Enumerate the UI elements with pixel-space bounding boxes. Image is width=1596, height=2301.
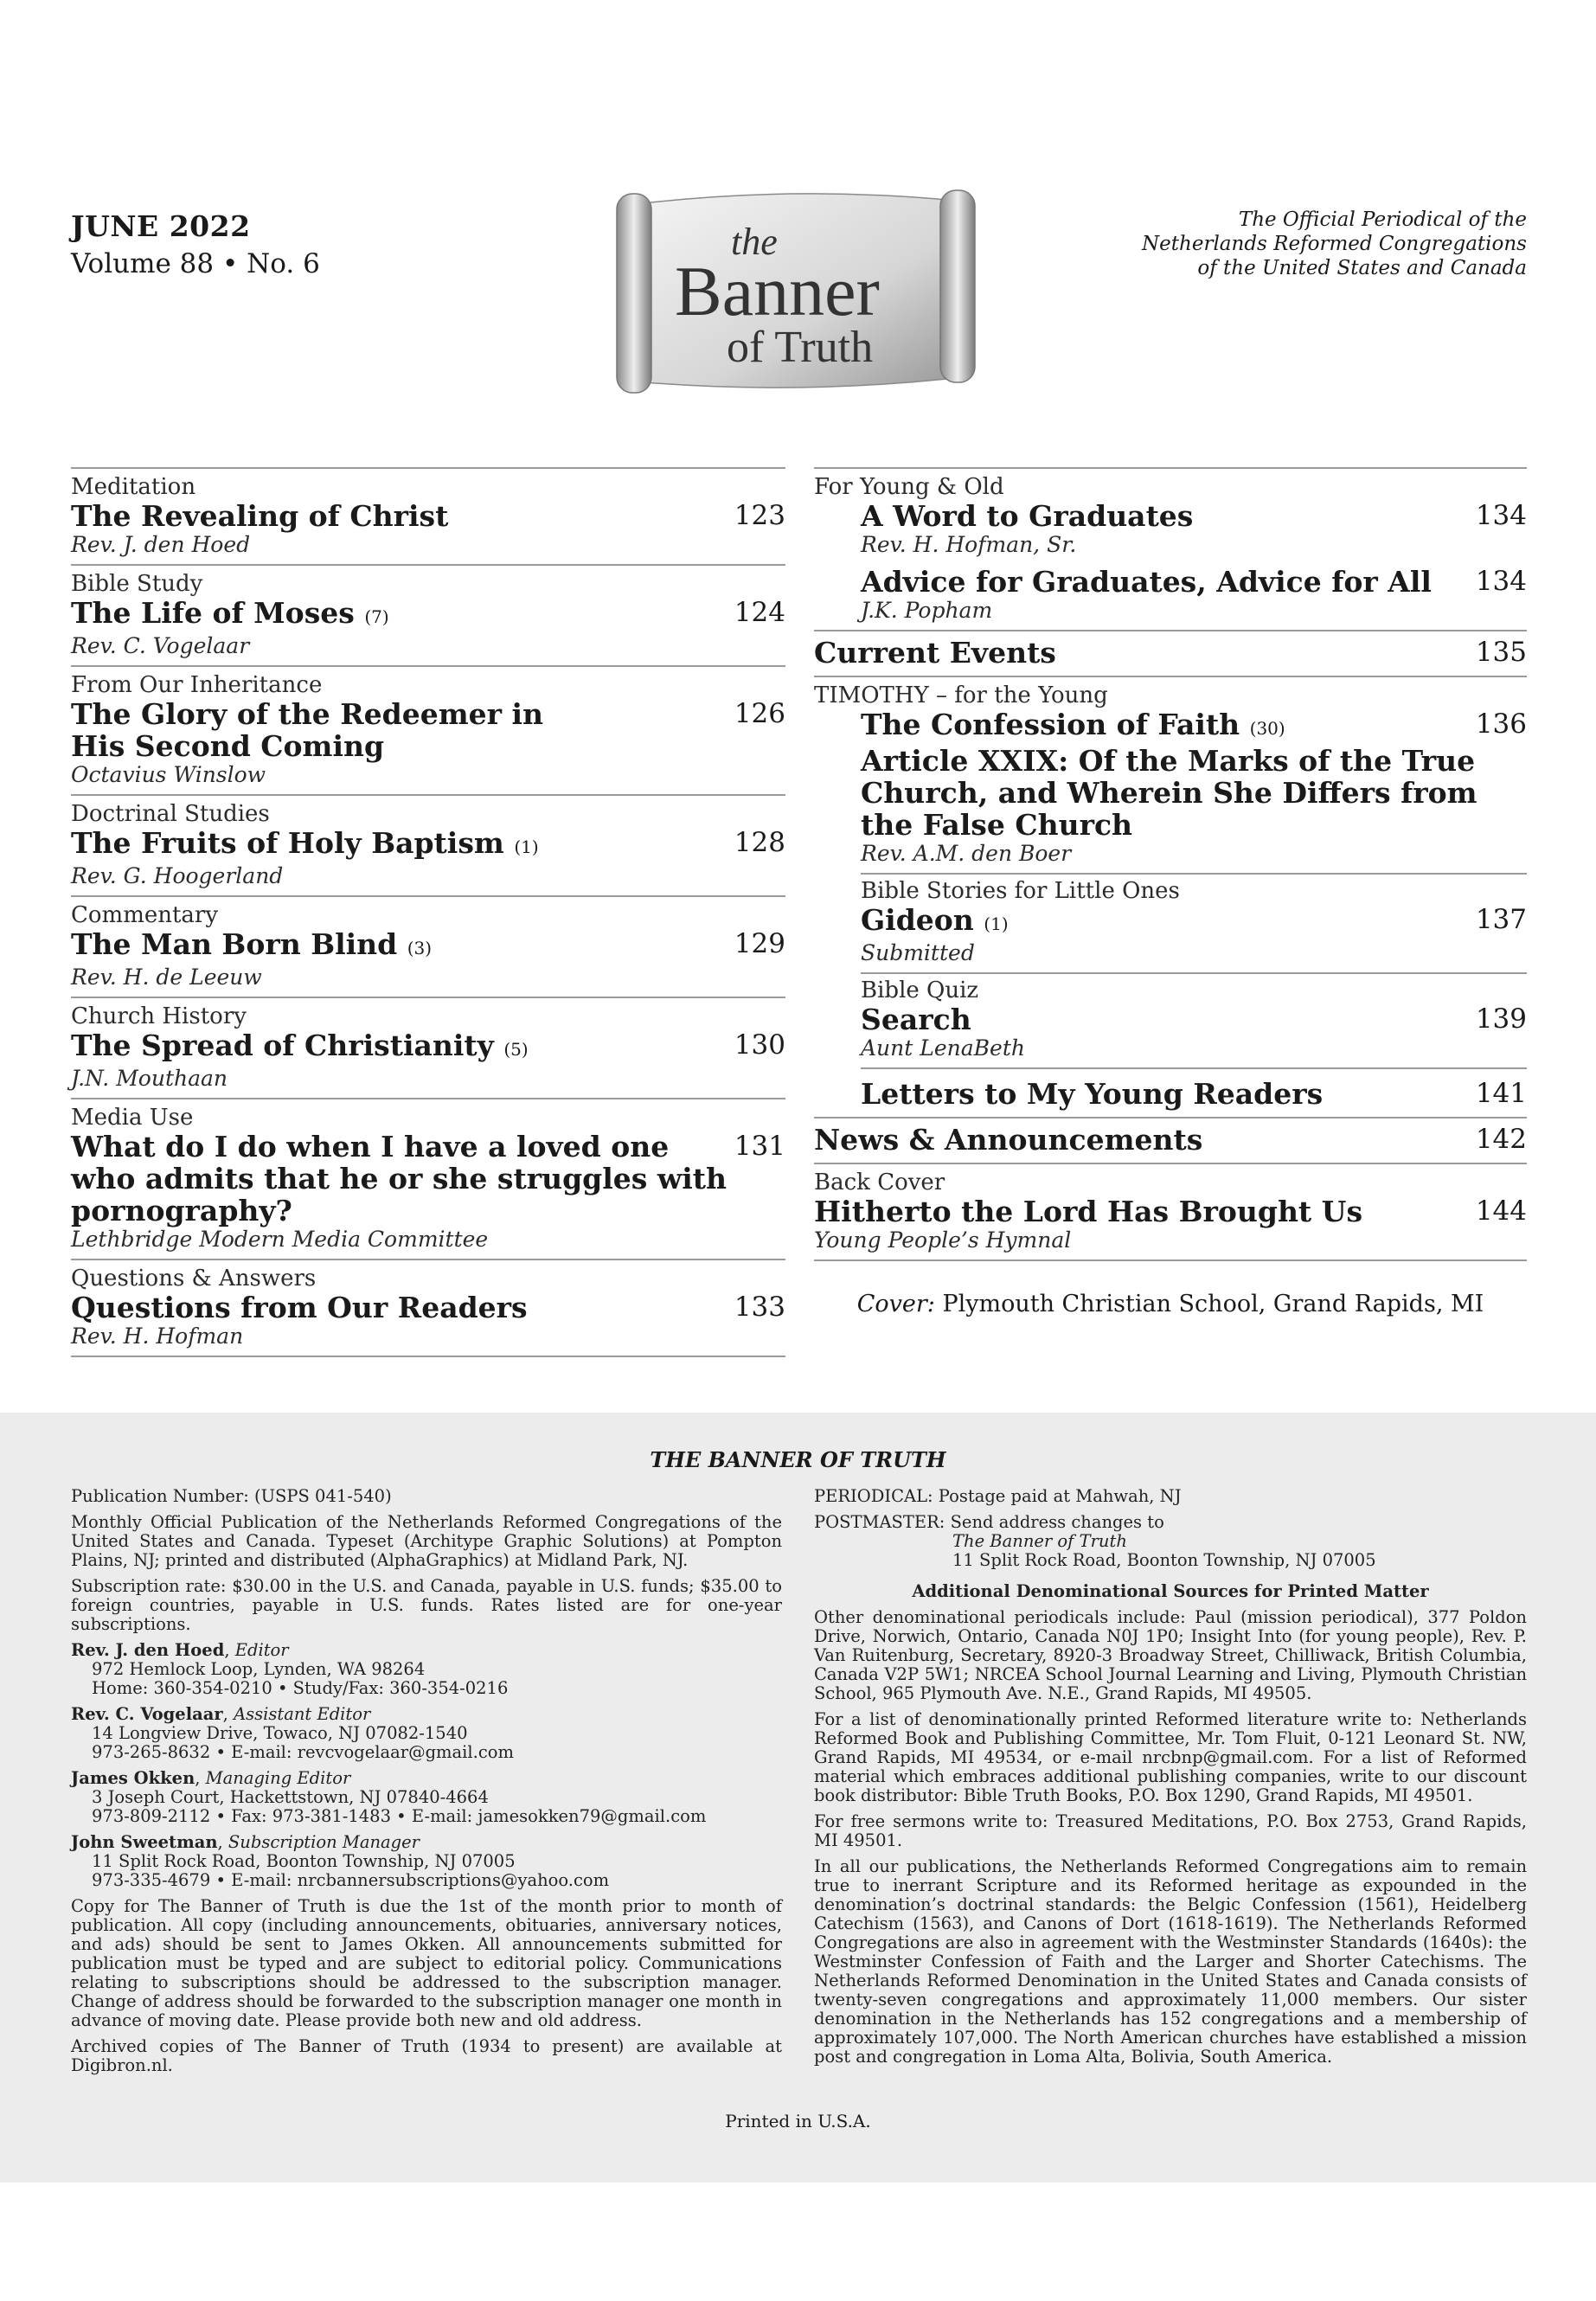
official-line-3: of the United States and Canada <box>1197 257 1527 279</box>
toc-author: Submitted <box>861 940 975 965</box>
toc-author: Rev. H. Hofman, Sr. <box>861 532 1077 557</box>
toc-author: Rev. G. Hoogerland <box>71 863 284 888</box>
staff-contact: 973-265-8632 • E-mail: revcvogelaar@gmail.com <box>92 1742 514 1762</box>
toc-title[interactable]: Search <box>861 1003 971 1036</box>
masthead <box>0 204 1596 429</box>
toc-section: Bible Stories for Little Ones <box>861 878 1180 904</box>
toc-entry[interactable] <box>71 1098 785 1259</box>
toc-part: (30) <box>1249 718 1285 739</box>
toc-author: Lethbridge Modern Media Committee <box>71 1227 489 1252</box>
toc-section: For Young & Old <box>814 474 1004 500</box>
staff-contact: 973-809-2112 • Fax: 973-381-1483 • E-mail: jamesokken79@gmail.com <box>92 1806 707 1826</box>
toc-page: 133 <box>734 1292 785 1323</box>
staff-address: 3 Joseph Court, Hackettstown, NJ 07840-4664 <box>92 1787 489 1807</box>
toc-section: Bible Study <box>71 571 203 597</box>
toc-section: Questions & Answers <box>71 1266 317 1292</box>
postmaster-note: POSTMASTER: Send address changes to <box>814 1512 1164 1532</box>
toc-entry[interactable] <box>71 997 785 1098</box>
toc-entry-timothy[interactable] <box>814 676 1527 1117</box>
toc-author: Rev. H. de Leeuw <box>71 965 262 990</box>
toc-part: (1) <box>514 836 539 857</box>
toc-section: Back Cover <box>814 1170 945 1195</box>
official-line-1: The Official Periodical of the <box>1238 208 1527 231</box>
toc-entry-back-cover[interactable] <box>814 1163 1527 1261</box>
toc-entry[interactable] <box>71 794 785 895</box>
printed-in: Printed in U.S.A. <box>725 2111 871 2131</box>
cover-caption <box>814 1291 1527 1317</box>
staff-managing-editor: James Okken, Managing Editor 3 Joseph Court, Hackettstown, NJ 07840-4664 973-809-2112 • Fax: 973-381-1483 • E-mail: jamesokken79@gmail.com <box>71 1769 782 1826</box>
toc-page: 124 <box>734 597 785 628</box>
toc-author: Aunt LenaBeth <box>861 1035 1025 1061</box>
toc-title[interactable]: Letters to My Young Readers <box>861 1077 1324 1111</box>
toc-title[interactable]: The Revealing of Christ <box>71 499 449 533</box>
toc-entry[interactable] <box>71 895 785 997</box>
staff-editor: Rev. J. den Hoed, Editor 972 Hemlock Loop, Lynden, WA 98264 Home: 360-354-0210 • Study/Fax: 360-354-0216 <box>71 1641 782 1698</box>
toc-page: 141 <box>1475 1078 1527 1109</box>
publication-info-box <box>0 1413 1596 2182</box>
toc-title[interactable]: Gideon (1) <box>861 903 1009 937</box>
footer-right-column <box>814 1487 1527 2073</box>
toc-part: (1) <box>984 913 1009 934</box>
toc-section: TIMOTHY – for the Young <box>814 683 1108 708</box>
staff-role: Subscription Manager <box>228 1832 420 1852</box>
toc-entry-news[interactable] <box>814 1117 1527 1163</box>
toc-author: Rev. J. den Hoed <box>71 532 251 557</box>
toc-entry[interactable] <box>71 665 785 794</box>
monthly-note: Monthly Official Publication of the Netherlands Reformed Congregations of the United States and Canada. Typeset (Architype Graphic Solutions) at Pompton Plains, NJ; printed and distributed (AlphaGraphics) at Midland Park, NJ. <box>71 1512 782 1570</box>
toc-right-column <box>814 467 1527 1317</box>
toc-title[interactable]: News & Announcements <box>814 1123 1203 1157</box>
toc-entry[interactable] <box>71 564 785 665</box>
toc-author: Rev. C. Vogelaar <box>71 633 250 658</box>
toc-page: 134 <box>1475 500 1527 531</box>
toc-page: 126 <box>734 698 785 729</box>
toc-section: Doctrinal Studies <box>71 801 270 827</box>
staff-name: Rev. J. den Hoed <box>71 1640 225 1660</box>
toc-entry[interactable] <box>71 1259 785 1357</box>
issue-volume: Volume 88 • No. 6 <box>71 248 320 279</box>
logo-of-truth: of Truth <box>727 323 874 372</box>
toc-author: Rev. H. Hofman <box>71 1324 244 1349</box>
toc-title[interactable]: The Glory of the Redeemer in His Second Coming <box>71 697 544 763</box>
toc-part: (3) <box>407 938 433 958</box>
toc-entry-young-old[interactable] <box>814 467 1527 630</box>
toc-page: 136 <box>1475 708 1527 740</box>
staff-address: 972 Hemlock Loop, Lynden, WA 98264 <box>92 1659 426 1679</box>
toc-title[interactable]: Current Events <box>814 636 1056 670</box>
staff-address: 11 Split Rock Road, Boonton Township, NJ 07005 <box>92 1851 516 1871</box>
toc-entry-current-events[interactable] <box>814 630 1527 676</box>
toc-title[interactable]: A Word to Graduates <box>861 499 1194 533</box>
toc-subtitle: Article XXIX: Of the Marks of the True Church, and Wherein She Differs from the False Church <box>861 744 1477 842</box>
staff-name: John Sweetman <box>71 1832 218 1852</box>
toc-section: Church History <box>71 1003 247 1029</box>
toc-page: 137 <box>1475 904 1527 935</box>
toc-page: 130 <box>734 1029 785 1061</box>
toc-author: Rev. A.M. den Boer <box>861 841 1072 866</box>
staff-subscription-manager: John Sweetman, Subscription Manager 11 Split Rock Road, Boonton Township, NJ 07005 973-335-4679 • E-mail: nrcbannersubscriptions@yahoo.com <box>71 1833 782 1890</box>
toc-page: 128 <box>734 827 785 858</box>
sources-heading: Additional Denominational Sources for Printed Matter <box>912 1581 1429 1601</box>
toc-page: 144 <box>1475 1195 1527 1227</box>
toc-title[interactable]: The Man Born Blind (3) <box>71 927 433 961</box>
staff-role: Assistant Editor <box>234 1704 371 1724</box>
staff-contact: Home: 360-354-0210 • Study/Fax: 360-354-0216 <box>92 1678 509 1698</box>
official-line-2: Netherlands Reformed Congregations <box>1142 233 1527 255</box>
toc-part: (7) <box>364 606 389 627</box>
toc-author: J.K. Popham <box>861 598 993 623</box>
toc-page: 139 <box>1475 1003 1527 1035</box>
toc-page: 134 <box>1475 566 1527 597</box>
toc-page: 131 <box>734 1131 785 1162</box>
sources-literature: For a list of denominationally printed Reformed literature write to: Netherlands Reformed Book and Publishing Committee, Mr. Tom Fluit, 0-121 Leonard St. NW, Grand Rapids, MI 49534, or e-mail nrcbnp@gmail.com. For a list of Reformed material which embraces additional publishing companies, write to our discount book distributor: Bible Truth Books, P.O. Box 1290, Grand Rapids, MI 49501. <box>814 1709 1527 1805</box>
archive-note: Archived copies of The Banner of Truth (1934 to present) are available at Digibron.nl. <box>71 2036 782 2075</box>
toc-title[interactable]: Advice for Graduates, Advice for All <box>861 565 1432 599</box>
issue-info <box>71 209 320 279</box>
toc-page: 129 <box>734 928 785 959</box>
mission-statement: In all our publications, the Netherlands Reformed Congregations aim to remain true to inerrant Scripture and its Reformed heritage as expounded in the denomination’s doctrinal standards: the Belgic Confession (1561), Heidelberg Catechism (1563), and Canons of Dort (1618-1619). The Netherlands Reformed Congregations are also in agreement with the Westminster Standards (1640s): the Westminster Confession of Faith and the Larger and Shorter Catechisms. The Netherlands Reformed Denomination in the United States and Canada consists of twenty-seven congregations and approximately 11,000 members. Our sister denomination in the Netherlands has 152 congregations and a membership of approximately 107,000. The North American churches have established a mission post and congregation in Loma Alta, Bolivia, South America. <box>814 1856 1527 2067</box>
staff-address: 14 Longview Drive, Towaco, NJ 07082-1540 <box>92 1723 468 1743</box>
logo-the: the <box>731 221 778 263</box>
staff-assistant-editor: Rev. C. Vogelaar, Assistant Editor 14 Longview Drive, Towaco, NJ 07082-1540 973-265-8632 • E-mail: revcvogelaar@gmail.com <box>71 1705 782 1762</box>
toc-page: 123 <box>734 500 785 531</box>
subscription-rate: Subscription rate: $30.00 in the U.S. and Canada, payable in U.S. funds; $35.00 to foreign countries, payable in U.S. funds. Rates listed are for one-year subscriptions. <box>71 1576 782 1634</box>
toc-author: Octavius Winslow <box>71 762 266 787</box>
toc-title[interactable]: The Life of Moses (7) <box>71 596 389 630</box>
toc-title[interactable]: What do I do when I have a loved one who admits that he or she struggles with pornography? <box>71 1130 727 1227</box>
pub-number: Publication Number: (USPS 041-540) <box>71 1486 392 1506</box>
toc-page: 135 <box>1475 637 1527 668</box>
toc-title[interactable]: The Fruits of Holy Baptism (1) <box>71 826 539 860</box>
official-periodical-note <box>1142 208 1527 280</box>
postmaster-name: The Banner of Truth <box>952 1531 1127 1551</box>
toc-section: Commentary <box>71 902 219 928</box>
free-sermons: For free sermons write to: Treasured Meditations, P.O. Box 2753, Grand Rapids, MI 49501. <box>814 1811 1527 1850</box>
cover-text: Plymouth Christian School, Grand Rapids, MI <box>942 1291 1484 1317</box>
copy-deadline-note: Copy for The Banner of Truth is due the 1st of the month prior to month of publication. All copy (including announcements, obituaries, anniversary notices, and ads) should be sent to James Okken. All announcements submitted for publication must be typed and are subject to editorial policy. Communications relating to subscriptions should be addressed to the subscription manager. Change of address should be forwarded to the subscription manager one month in advance of moving date. Please provide both new and old address. <box>71 1896 782 2030</box>
logo-banner: Banner <box>675 252 880 330</box>
toc-author: Young People’s Hymnal <box>814 1227 1072 1253</box>
staff-role: Managing Editor <box>205 1768 351 1788</box>
toc-section: Media Use <box>71 1105 194 1131</box>
toc-section: Bible Quiz <box>861 977 979 1003</box>
toc-part: (5) <box>503 1039 529 1060</box>
footer-title: THE BANNER OF TRUTH <box>650 1447 946 1472</box>
issue-month: JUNE 2022 <box>71 209 251 243</box>
toc-page: 142 <box>1475 1124 1527 1155</box>
toc-section: From Our Inheritance <box>71 672 323 698</box>
toc-title[interactable]: Questions from Our Readers <box>71 1291 528 1324</box>
staff-name: Rev. C. Vogelaar <box>71 1704 223 1724</box>
postmaster-address: 11 Split Rock Road, Boonton Township, NJ 07005 <box>952 1550 1376 1570</box>
staff-name: James Okken <box>71 1768 195 1788</box>
footer-left-column <box>71 1487 782 2082</box>
periodical-postage: PERIODICAL: Postage paid at Mahwah, NJ <box>814 1486 1182 1506</box>
toc-title[interactable]: The Spread of Christianity (5) <box>71 1029 529 1062</box>
toc-author: J.N. Mouthaan <box>71 1066 228 1091</box>
banner-scroll-logo <box>601 178 990 403</box>
sources-periodicals: Other denominational periodicals include: Paul (mission periodical), 377 Poldon Drive, Norwich, Ontario, Canada N0J 1P0; Insight Into (for young people), Rev. P. Van Ruitenburg, Secretary, 8920-3 Broadway Street, Chilliwack, British Columbia, Canada V2P 5W1; NRCEA School Journal Learning and Living, Plymouth Christian School, 965 Plymouth Ave. N.E., Grand Rapids, MI 49505. <box>814 1607 1527 1703</box>
toc-title[interactable]: Hitherto the Lord Has Brought Us <box>814 1195 1363 1228</box>
toc-left-column <box>71 467 785 1357</box>
cover-label: Cover: <box>856 1291 935 1317</box>
staff-contact: 973-335-4679 • E-mail: nrcbannersubscriptions@yahoo.com <box>92 1870 610 1890</box>
toc-title[interactable]: The Confession of Faith (30) <box>861 708 1285 741</box>
toc-section: Meditation <box>71 474 196 500</box>
staff-role: Editor <box>234 1640 289 1660</box>
toc-entry[interactable] <box>71 467 785 564</box>
